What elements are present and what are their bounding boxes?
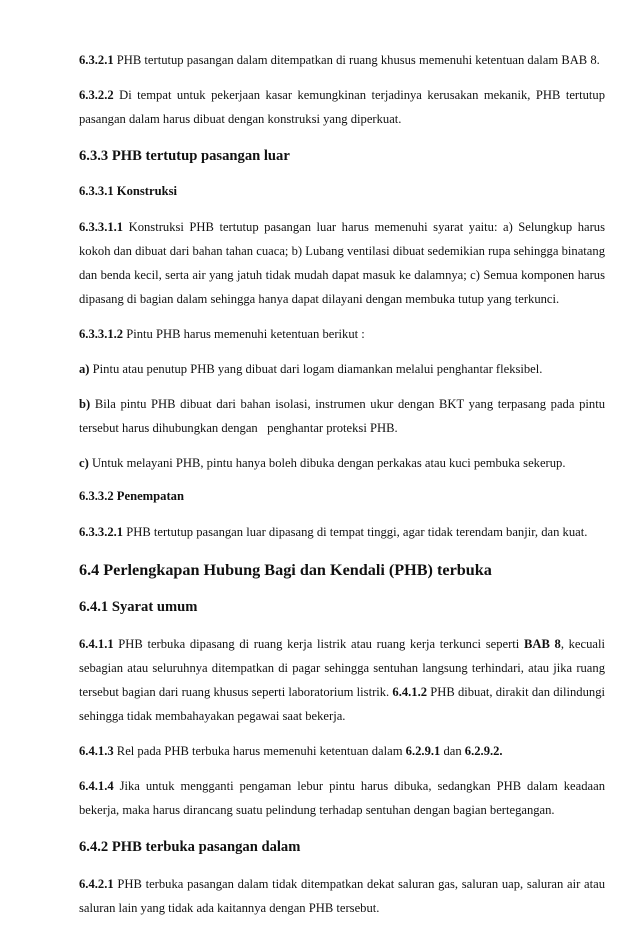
list-item-c: [79, 451, 605, 475]
reference-bold: BAB 8: [523, 637, 561, 651]
subsection-heading-6-3-3-1: 6.3.3.1 Konstruksi: [79, 184, 177, 198]
clause-text: dan: [440, 744, 465, 758]
clause-number: 6.3.3.1.2: [79, 327, 124, 341]
reference-bold: 6.2.9.2.: [464, 744, 503, 758]
clause-number: 6.4.1.3: [79, 744, 114, 758]
section-heading-6-4-2: 6.4.2 PHB terbuka pasangan dalam: [79, 839, 301, 855]
paragraph-6-3-3-1-1: [79, 215, 605, 311]
paragraph-6-4-1-1: [79, 632, 605, 728]
clause-text: Di tempat untuk pekerjaan kasar kemungkinan terjadinya kerusakan mekanik, PHB tertutup pasangan dalam harus dibuat dengan konstruksi yang diperkuat.: [79, 88, 605, 126]
clause-number: 6.4.1.4: [79, 779, 114, 793]
paragraph-6-3-3-1-2: [79, 322, 605, 346]
list-marker: a): [79, 362, 90, 376]
clause-text: Rel pada PHB terbuka harus memenuhi ketentuan dalam: [113, 744, 406, 758]
clause-text: Pintu PHB harus memenuhi ketentuan berikut :: [123, 327, 365, 341]
clause-text: PHB tertutup pasangan dalam ditempatkan di ruang khusus memenuhi ketentuan dalam BAB 8.: [113, 53, 600, 67]
clause-number: 6.3.3.1.1: [79, 220, 124, 234]
clause-text: PHB dibuat, dirakit dan dilindungi sehingga tidak membahayakan pegawai saat bekerja.: [79, 685, 605, 723]
clause-text: Jika untuk mengganti pengaman lebur pintu harus dibuka, sedangkan PHB dalam keadaan bekerja, maka harus dirancang suatu pelindung terhadap sentuhan dengan bagian bertegangan.: [79, 779, 605, 817]
section-heading-6-4: 6.4 Perlengkapan Hubung Bagi dan Kendali (PHB) terbuka: [79, 561, 492, 579]
clause-text: PHB terbuka pasangan dalam tidak ditempatkan dekat saluran gas, saluran uap, saluran air atau saluran lain yang tidak ada kaitannya dengan PHB tersebut.: [79, 877, 605, 915]
clause-number: 6.4.1.2: [392, 685, 428, 699]
clause-text: Konstruksi PHB tertutup pasangan luar harus memenuhi syarat yaitu: a) Selungkup harus kokoh dan dibuat dari bahan tahan cuaca; b) Lubang ventilasi dibuat sedemikian rupa sehingga binatang dan benda kecil, serta air yang jatuh tidak mudah dapat masuk ke dalamnya; c) Semua komponen harus dipasang di bagian dalam sehingga hanya dapat dilayani dengan membuka tutup yang terkunci.: [79, 220, 605, 306]
list-marker: c): [79, 456, 89, 470]
clause-text: PHB tertutup pasangan luar dipasang di tempat tinggi, agar tidak terendam banjir, dan kuat.: [123, 525, 588, 539]
clause-number: 6.4.1.1: [79, 637, 114, 651]
clause-number: 6.3.3.2.1: [79, 525, 124, 539]
list-text: Untuk melayani PHB, pintu hanya boleh dibuka dengan perkakas atau kuci pembuka sekerup.: [88, 456, 566, 470]
paragraph-6-3-3-2-1: [79, 520, 605, 544]
list-text: Pintu atau penutup PHB yang dibuat dari logam diamankan melalui penghantar fleksibel.: [89, 362, 543, 376]
list-item-b: [79, 392, 609, 440]
paragraph-6-3-2-2: [79, 83, 605, 131]
reference-bold: 6.2.9.1: [405, 744, 441, 758]
subsection-heading-6-3-3-2: 6.3.3.2 Penempatan: [79, 489, 184, 503]
clause-number: 6.3.2.1: [79, 53, 114, 67]
clause-text: , kecuali sebagian atau seluruhnya ditempatkan di pagar sehingga sentuhan langsung terhindari, atau jika ruang tersebut bagian dari ruang khusus seperti laboratorium listrik.: [79, 637, 605, 699]
section-heading-6-4-1: 6.4.1 Syarat umum: [79, 599, 198, 615]
clause-text: PHB terbuka dipasang di ruang kerja listrik atau ruang kerja terkunci seperti: [113, 637, 524, 651]
list-text: Bila pintu PHB dibuat dari bahan isolasi, instrumen ukur dengan BKT yang terpasang pada pintu tersebut harus dihubungkan dengan penghantar proteksi PHB.: [79, 397, 609, 435]
paragraph-6-4-2-1: [79, 872, 605, 920]
list-item-a: [79, 357, 605, 381]
clause-number: 6.3.2.2: [79, 88, 114, 102]
paragraph-6-4-1-3: [79, 739, 605, 763]
list-marker: b): [79, 397, 91, 411]
paragraph-6-3-2-1: [79, 48, 605, 72]
clause-number: 6.4.2.1: [79, 877, 114, 891]
section-heading-6-3-3: 6.3.3 PHB tertutup pasangan luar: [79, 148, 290, 164]
paragraph-6-4-1-4: [79, 774, 605, 822]
